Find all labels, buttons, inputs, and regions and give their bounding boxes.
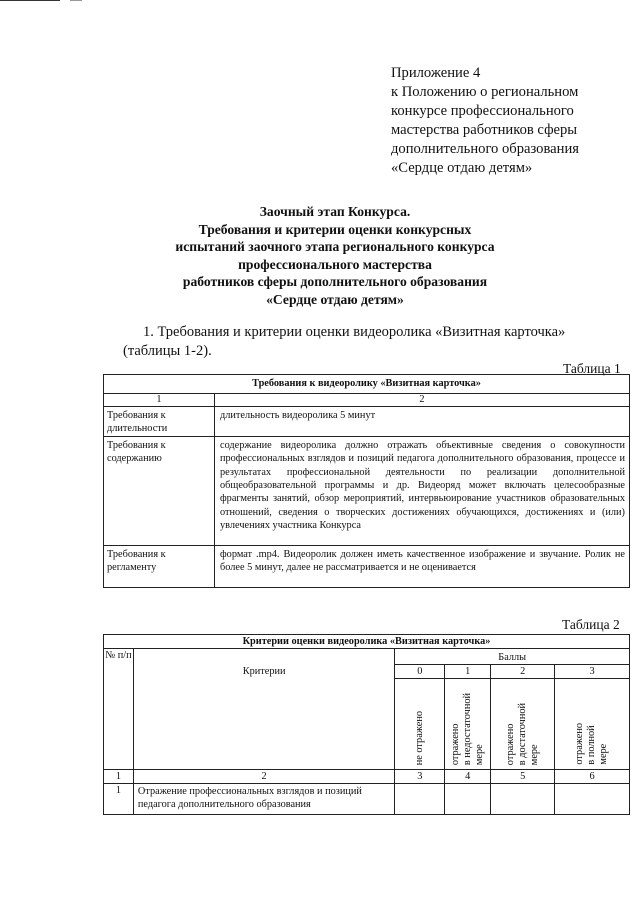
table2-header: Критерии оценки видеоролика «Визитная карточка»	[104, 635, 630, 649]
score-level: 0	[395, 665, 445, 679]
score-level: 2	[491, 665, 555, 679]
table-row	[104, 436, 630, 545]
section-heading	[123, 323, 623, 361]
requirement-description: формат .mp4. Видеоролик должен иметь качественное изображение и звучание. Ролик не более 5 минут, далее не рассматривается и не оценивается	[215, 545, 630, 587]
appendix-line: дополнительного образования	[391, 141, 579, 157]
criteria-table	[103, 634, 630, 815]
table-row	[104, 407, 630, 437]
requirement-description: содержание видеоролика должно отражать объективные сведения о совокупности профессиональных взглядов и позиций педагога дополнительного образования, процессе и результатах профессиональной деятельности по реализации дополнительной общеобразовательной программы и др. Видеоряд может включать целесообразные фрагменты занятий, обзор мероприятий, интервьюирование участников образовательных отношений, сведения о творческих достижениях обучающихся, достижениях и (или) увлечениях участника Конкурса	[215, 436, 630, 545]
appendix-line: Приложение 4	[391, 65, 481, 81]
score-cell	[445, 784, 491, 815]
score-desc-line: в достаточной	[516, 702, 528, 765]
score-level: 3	[555, 665, 630, 679]
table-row	[104, 545, 630, 587]
table2-col-number: 6	[555, 770, 630, 784]
requirement-name: Требования к длительности	[104, 407, 215, 437]
table2-col-number: 3	[395, 770, 445, 784]
title-line: работников сферы дополнительного образования	[182, 274, 488, 290]
title-line: Требования и критерии оценки конкурсных	[198, 221, 472, 237]
score-desc-line: в недостаточной	[461, 692, 473, 765]
title-line: «Сердце отдаю детям»	[266, 291, 404, 307]
table2-col-number: 4	[445, 770, 491, 784]
score-description	[491, 679, 555, 770]
score-desc-line: мере	[598, 744, 610, 765]
appendix-line: мастерства работников сферы	[391, 122, 578, 138]
table2-col-number: 1	[104, 770, 134, 784]
score-desc-line: мере	[528, 744, 540, 765]
score-desc-line: не отражено	[413, 710, 425, 765]
table1-col-number: 1	[104, 394, 215, 407]
section-line: 1. Требования и критерии оценки видеоролика «Визитная карточка»	[143, 324, 566, 340]
requirement-name: Требования к содержанию	[104, 436, 215, 545]
requirement-description: длительность видеоролика 5 минут	[215, 407, 630, 437]
section-line: (таблицы 1-2).	[123, 343, 212, 359]
score-desc-line: в полной	[586, 725, 598, 765]
score-level: 1	[445, 665, 491, 679]
appendix-note	[391, 64, 621, 178]
scan-edge-mark	[0, 0, 60, 1]
score-desc-line: отражено	[449, 723, 461, 765]
scores-header: Баллы	[395, 649, 630, 665]
title-line: испытаний заочного этапа регионального конкурса	[175, 239, 495, 255]
criterion-text: Отражение профессиональных взглядов и позиций педагога дополнительного образования	[133, 784, 394, 815]
title-line: Заочный этап Конкурса.	[259, 204, 411, 219]
requirements-table	[103, 374, 630, 588]
num-column-header: № п/п	[104, 649, 134, 770]
table1-label: Таблица 1	[563, 361, 621, 376]
table2-col-number: 2	[133, 770, 394, 784]
table2-label: Таблица 2	[562, 617, 620, 632]
table1-header: Требования к видеоролику «Визитная карточка»	[104, 375, 630, 394]
table2-col-number: 5	[491, 770, 555, 784]
criteria-column-header: Критерии	[133, 649, 394, 770]
score-cell	[395, 784, 445, 815]
appendix-line: конкурсе профессионального	[391, 103, 574, 119]
requirement-name: Требования к регламенту	[104, 545, 215, 587]
title-line: профессионального мастерства	[238, 256, 432, 272]
score-desc-line: отражено	[504, 723, 516, 765]
criterion-number: 1	[104, 784, 134, 815]
document-title	[150, 203, 520, 309]
appendix-line: «Сердце отдаю детям»	[391, 160, 533, 176]
score-description	[445, 679, 491, 770]
appendix-line: к Положению о региональном	[391, 84, 579, 100]
score-cell	[555, 784, 630, 815]
score-cell	[491, 784, 555, 815]
scan-edge-mark	[70, 0, 82, 1]
score-desc-line: мере	[473, 744, 485, 765]
table1-col-number: 2	[215, 394, 630, 407]
score-description	[555, 679, 630, 770]
table-row	[104, 784, 630, 815]
score-description	[395, 679, 445, 770]
score-desc-line: отражено	[574, 723, 586, 765]
